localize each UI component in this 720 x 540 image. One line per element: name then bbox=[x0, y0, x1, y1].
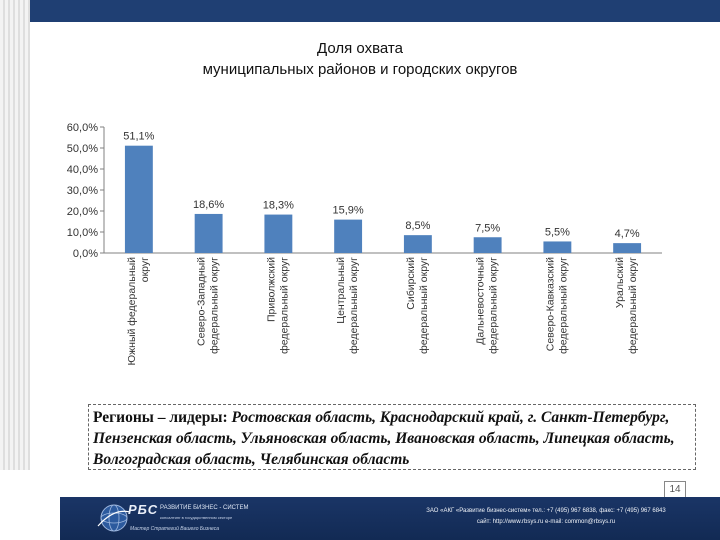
data-label: 18,3% bbox=[262, 199, 294, 212]
category-label: Центральныйфедеральный округ bbox=[335, 257, 361, 354]
logo-subtitle: консалтинг в государственном секторе bbox=[160, 515, 233, 520]
data-label: 51,1% bbox=[123, 130, 155, 143]
bar bbox=[195, 214, 223, 253]
y-tick-label: 0,0% bbox=[72, 248, 98, 260]
footer-contact-phone: ЗАО «АКГ «Развитие бизнес-систем» тел.: +7 (495) 967 6838, факс: +7 (495) 967 6843 bbox=[426, 508, 666, 514]
bar bbox=[613, 243, 641, 253]
category-label: Северо-Кавказскийфедеральный округ bbox=[544, 257, 570, 354]
category-label: Северо-Западныйфедеральный округ bbox=[195, 257, 221, 354]
data-label: 18,6% bbox=[193, 198, 225, 211]
slide-subtitle: муниципальных районов и городских округов bbox=[202, 61, 518, 78]
leader-regions-label: Регионы – лидеры: bbox=[93, 409, 228, 426]
y-tick-label: 20,0% bbox=[66, 206, 98, 218]
y-tick-label: 50,0% bbox=[66, 143, 98, 155]
footer-contact-web: сайт: http://www.rbsys.ru e-mail: common@rbsys.ru bbox=[476, 519, 616, 525]
page-number: 14 bbox=[664, 481, 686, 499]
category-label: Приволжскийфедеральный округ bbox=[265, 257, 291, 354]
y-tick-label: 40,0% bbox=[66, 164, 98, 176]
bar bbox=[334, 220, 362, 253]
slide-title: Доля охвата bbox=[317, 40, 403, 57]
bar-chart bbox=[50, 115, 670, 385]
bar bbox=[543, 241, 571, 253]
category-label: Уральскийфедеральный округ bbox=[614, 257, 640, 354]
y-tick-label: 10,0% bbox=[66, 227, 98, 239]
bar bbox=[404, 235, 432, 253]
bar bbox=[125, 146, 153, 253]
data-label: 8,5% bbox=[405, 220, 431, 233]
data-label: 4,7% bbox=[614, 228, 640, 241]
category-label: Сибирскийфедеральный округ bbox=[404, 257, 430, 354]
y-tick-label: 60,0% bbox=[66, 122, 98, 134]
leader-regions-box bbox=[88, 404, 696, 470]
category-label: Дальневосточныйфедеральный округ bbox=[474, 257, 500, 354]
logo-slogan: Мастер Стратегий Вашего Бизнеса bbox=[130, 526, 220, 532]
data-label: 5,5% bbox=[544, 226, 570, 239]
y-tick-label: 30,0% bbox=[66, 185, 98, 197]
logo-abbreviation: РБС bbox=[128, 502, 159, 517]
bar bbox=[264, 215, 292, 253]
bar bbox=[474, 237, 502, 253]
leader-regions-list: Ростовская область, Краснодарский край, г. Санкт-Петербург, Пензенская область, Ульяновская область, Ивановская область, Липецкая область, Волгоградская область, Челябинская область bbox=[93, 409, 675, 468]
data-label: 7,5% bbox=[475, 222, 501, 235]
logo-name: РАЗВИТИЕ БИЗНЕС - СИСТЕМ bbox=[160, 505, 249, 511]
category-label: Южный федеральныйокруг bbox=[125, 257, 151, 366]
header-band bbox=[30, 0, 720, 22]
data-label: 15,9% bbox=[332, 204, 364, 217]
